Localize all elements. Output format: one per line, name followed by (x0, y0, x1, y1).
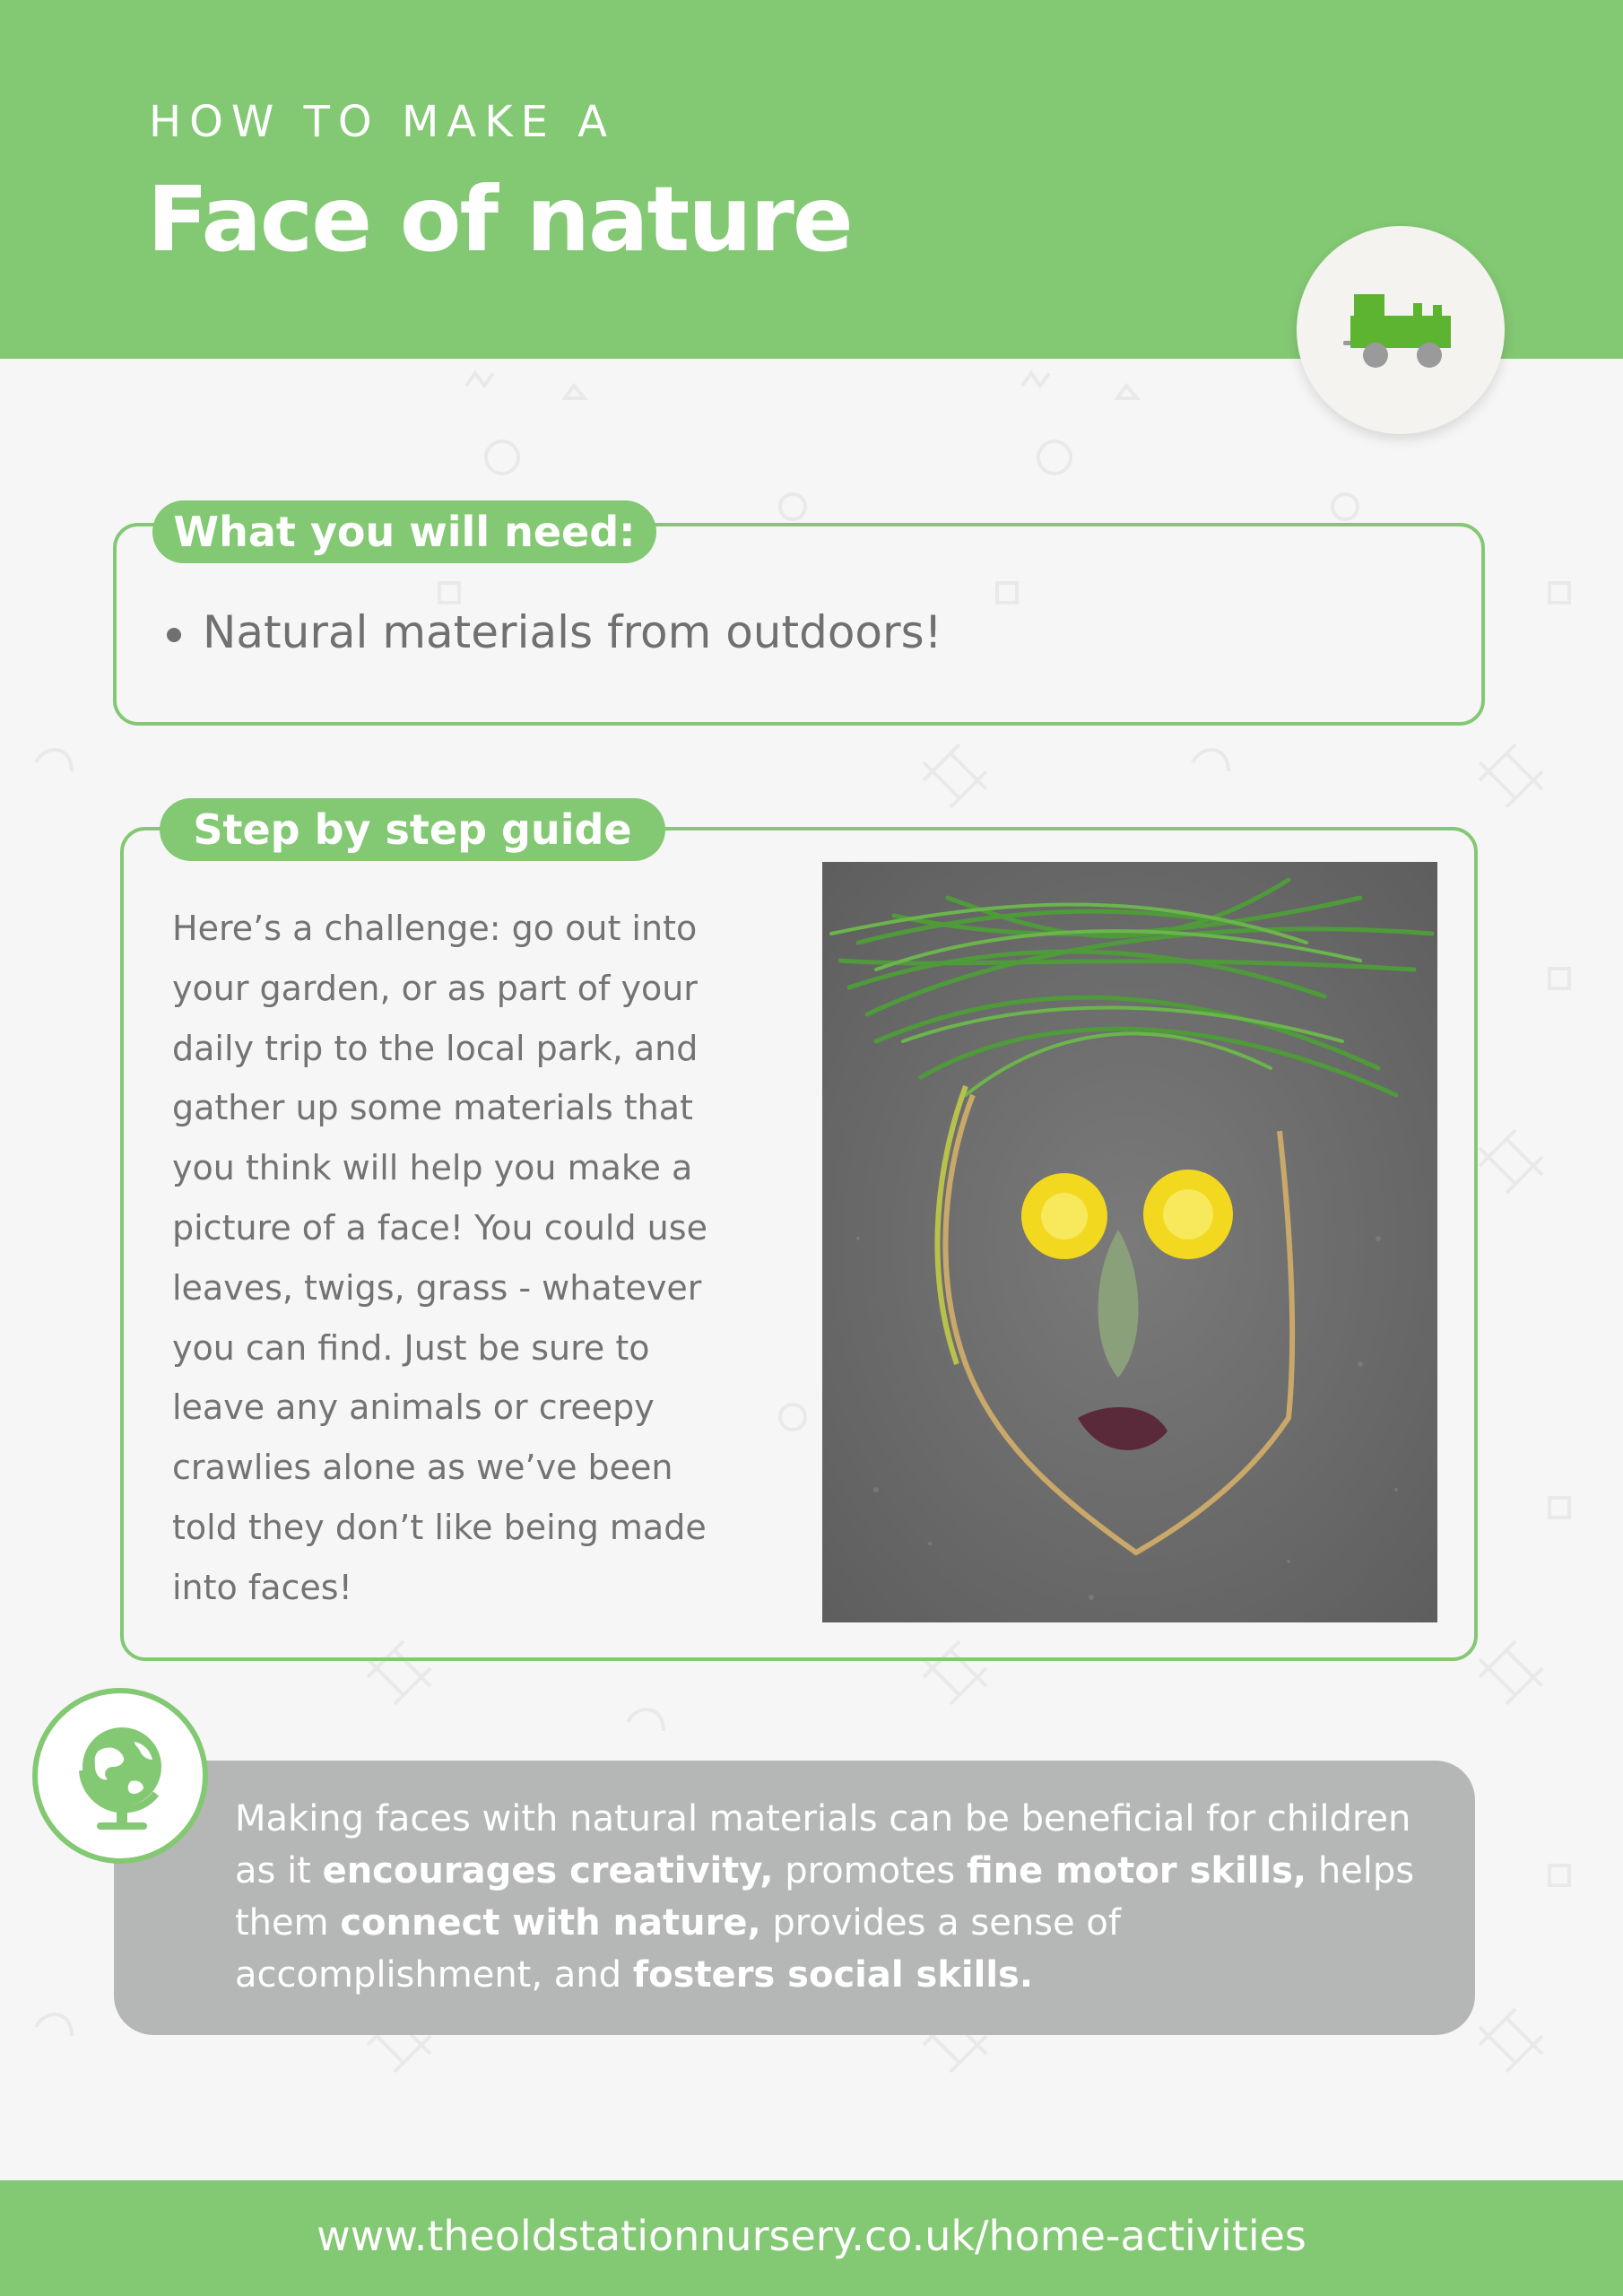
guide-heading: Step by step guide (160, 798, 665, 861)
globe-icon (63, 1715, 179, 1840)
face-photo (822, 862, 1437, 1622)
guide-instructions: Here’s a challenge: go out into your garden, or as part of your daily trip to the local park, and gather up some materials that you think will help you make a picture of a face! You could use leaves, twigs, grass - whatever you can find. Just be sure to leave any animals or creepy crawlies alone as we’ve been told they don’t like being made into faces! (172, 909, 707, 1607)
list-item: Natural materials from outdoors! (167, 603, 942, 662)
globe-badge (32, 1688, 208, 1864)
title-kicker: HOW TO MAKE A (149, 97, 616, 147)
website-link[interactable]: www.theoldstationnursery.co.uk/home-activities (317, 2212, 1306, 2260)
needs-list (167, 603, 942, 662)
needs-heading: What you will need: (152, 500, 656, 563)
page-title: Face of nature (147, 167, 852, 272)
benefits-text: Making faces with natural materials can be beneficial for children as it encourages creativity, promotes fine motor skills, helps them connect with nature, provides a sense of accomplishment, and fosters social skills. (235, 1798, 1415, 1996)
